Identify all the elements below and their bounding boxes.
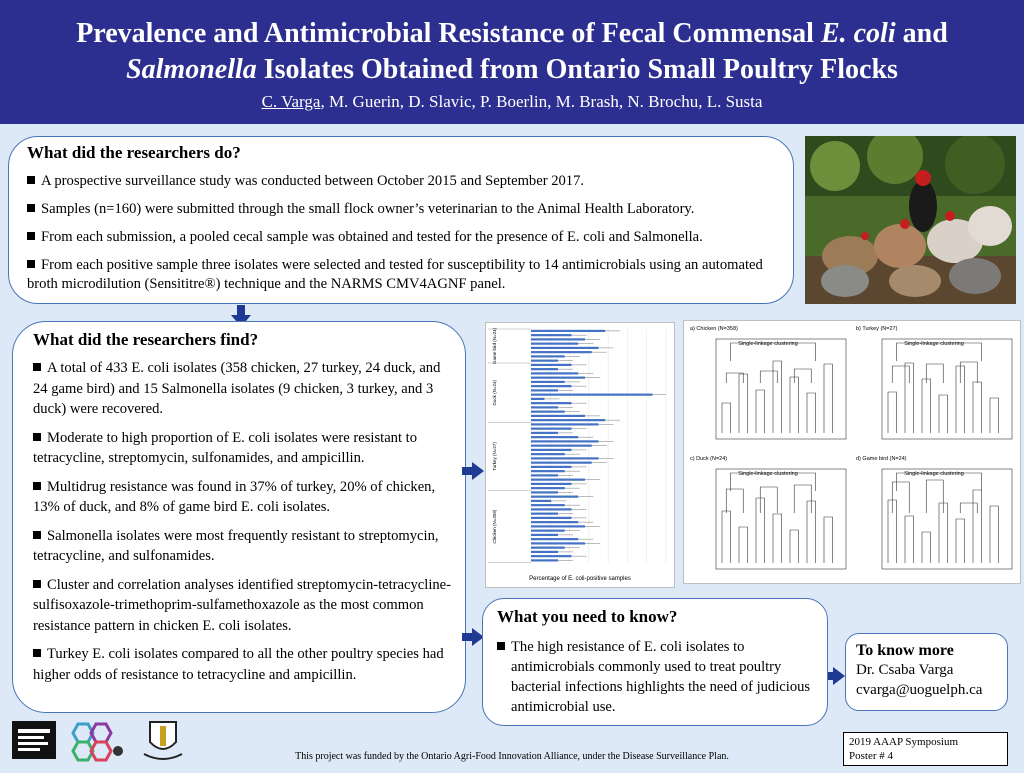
bar <box>531 394 653 396</box>
find-item-text: Moderate to high proportion of E. coli isolates were resistant to tetracycline, streptomycin, sulfonamides, and ampicillin. <box>33 429 418 466</box>
bar <box>531 491 558 493</box>
find-item <box>33 358 455 420</box>
dendrogram-tree <box>722 473 833 563</box>
bar <box>531 334 572 336</box>
find-item <box>33 644 455 685</box>
bar <box>531 415 585 417</box>
do-heading: What did the researchers do? <box>27 143 241 162</box>
need-item-text: The high resistance of E. coli isolates to antimicrobials commonly used to treat poultry bacterial infections highlights the need of judicious antimicrobial use. <box>511 639 811 715</box>
bar <box>531 521 578 523</box>
bullet-icon <box>33 433 41 441</box>
bullet-icon <box>497 642 505 650</box>
find-heading: What did the researchers find? <box>33 330 259 349</box>
dendrogram-panel-label: d) Game bird (N=24) <box>856 456 907 462</box>
bullet-icon <box>33 482 41 490</box>
more-heading: To know more <box>856 642 954 659</box>
bar <box>531 530 565 532</box>
funding-note: This project was funded by the Ontario Agri-Food Innovation Alliance, under the Disease Surveillance Plan. <box>295 751 729 762</box>
resistance-bar-chart <box>485 322 675 588</box>
need-item <box>497 637 815 717</box>
bar <box>531 547 565 549</box>
dendrogram-panel-label: b) Turkey (N=27) <box>856 326 898 332</box>
dendrogram-title: Single-linkage clustering <box>738 341 798 347</box>
bar <box>531 559 558 561</box>
bar <box>531 449 572 451</box>
need-heading: What you need to know? <box>497 607 678 626</box>
do-item <box>27 228 779 247</box>
bullet-icon <box>33 363 41 371</box>
bullet-icon <box>27 260 35 268</box>
bar <box>531 389 558 391</box>
bullet-icon <box>27 232 35 240</box>
bar <box>531 411 565 413</box>
bar <box>531 432 558 434</box>
bar <box>531 440 599 442</box>
dendrogram-frame <box>882 339 1012 439</box>
bar <box>531 479 585 481</box>
bar <box>531 381 565 383</box>
dendrogram-figure <box>683 320 1021 584</box>
bar <box>531 551 558 553</box>
bar <box>531 525 585 527</box>
bar <box>531 406 558 408</box>
bar <box>531 496 578 498</box>
find-item <box>33 526 455 567</box>
title-ecoli: E. coli <box>820 18 896 49</box>
bullet-icon <box>27 204 35 212</box>
bar <box>531 542 585 544</box>
right-arrow-icon <box>462 462 484 480</box>
title-text-2: and <box>895 18 948 49</box>
do-item-text: A prospective surveillance study was conducted between October 2015 and September 2017. <box>41 173 585 189</box>
bar <box>531 474 558 476</box>
find-item-text: A total of 433 E. coli isolates (358 chicken, 27 turkey, 24 duck, and 24 game bird) and 15 Salmonella isolates (9 chicken, 3 turkey, and 3 duck) were recovered. <box>33 360 441 417</box>
dendrogram-frame <box>716 339 846 439</box>
bar <box>531 343 578 345</box>
bar-group-label: Turkey (N=27) <box>492 442 497 471</box>
first-author: C. Varga <box>261 92 321 111</box>
contact-name: Dr. Csaba Varga <box>856 662 954 678</box>
dendrogram-tree <box>888 343 999 433</box>
dendrogram-frame <box>882 469 1012 569</box>
do-item <box>27 256 779 294</box>
title-text: Prevalence and Antimicrobial Resistance of Fecal Commensal <box>76 18 821 49</box>
find-item <box>33 428 455 469</box>
dendrogram-title: Single-linkage clustering <box>738 471 798 477</box>
bar <box>531 508 572 510</box>
to-know-more-box <box>845 633 1008 711</box>
bar <box>531 504 565 506</box>
dendrogram-title: Single-linkage clustering <box>904 341 964 347</box>
bar <box>531 364 572 366</box>
bar <box>531 428 572 430</box>
right-arrow-icon <box>462 628 484 646</box>
bar <box>531 457 599 459</box>
dendrogram-panel-label: a) Chicken (N=358) <box>690 326 738 332</box>
bar <box>531 483 572 485</box>
bar <box>531 402 572 404</box>
do-item <box>27 172 779 191</box>
bar <box>531 338 585 340</box>
what-did-researchers-find-box <box>12 321 466 713</box>
bar <box>531 398 545 400</box>
bar <box>531 538 578 540</box>
find-item-text: Multidrug resistance was found in 37% of turkey, 20% of chicken, 13% of duck, and 8% of game bird E. coli isolates. <box>33 478 436 515</box>
bullet-icon <box>33 649 41 657</box>
bar-chart-xlabel: Percentage of E. coli-positive samples <box>529 576 631 582</box>
bar <box>531 517 572 519</box>
do-item-text: From each submission, a pooled cecal sample was obtained and tested for the presence of E. coli and Salmonella. <box>41 229 703 245</box>
bullet-icon <box>33 580 41 588</box>
dendrogram-tree <box>888 473 999 563</box>
bar <box>531 500 551 502</box>
find-item-text: Cluster and correlation analyses identified streptomycin-tetracycline-sulfisoxazole-trimethoprim-sulfamethoxazole as the most common resistance pattern in chicken E. coli isolates. <box>33 576 452 634</box>
do-item-text: From each positive sample three isolates were selected and tested for susceptibility to 14 antimicrobials using an automated broth microdilution (Sensititre®) technique and the NARMS CMV4AGNF panel. <box>27 257 763 292</box>
symposium-name: 2019 AAAP Symposium <box>849 736 959 748</box>
bar <box>531 372 578 374</box>
bar <box>531 355 565 357</box>
title-text-3: Isolates Obtained from Ontario Small Poultry Flocks <box>256 54 898 85</box>
bar <box>531 360 558 362</box>
co-authors: , M. Guerin, D. Slavic, P. Boerlin, M. Brash, N. Brochu, L. Susta <box>320 92 763 111</box>
bar-group-label: Game bird (N=24) <box>492 327 497 365</box>
bar <box>531 351 592 353</box>
bar <box>531 534 558 536</box>
dendrogram-panel-label: c) Duck (N=24) <box>690 456 728 462</box>
find-item <box>33 477 455 518</box>
bar-group-label: Chicken (N=358) <box>492 509 497 544</box>
bar <box>531 377 585 379</box>
bar <box>531 487 565 489</box>
chickens-photo <box>805 136 1016 304</box>
find-item <box>33 575 455 637</box>
bar <box>531 470 565 472</box>
contact-email[interactable]: cvarga@uoguelph.ca <box>856 682 983 698</box>
bar <box>531 462 592 464</box>
bar <box>531 555 572 557</box>
bar <box>531 423 599 425</box>
dendrogram-title: Single-linkage clustering <box>904 471 964 477</box>
title-salmonella: Salmonella <box>126 54 257 85</box>
bullet-icon <box>33 531 41 539</box>
author-list <box>0 92 1024 112</box>
header-banner <box>0 0 1024 124</box>
do-item-text: Samples (n=160) were submitted through the small flock owner’s veterinarian to the Animal Health Laboratory. <box>41 201 695 217</box>
bar <box>531 330 605 332</box>
bar <box>531 445 592 447</box>
poster-number: Poster # 4 <box>849 750 893 762</box>
bar <box>531 419 605 421</box>
dendrogram-tree <box>722 343 833 433</box>
bar <box>531 513 558 515</box>
bar <box>531 453 565 455</box>
bar <box>531 385 572 387</box>
bar <box>531 368 558 370</box>
symposium-label <box>843 732 1008 766</box>
bar-group-label: Duck (N=24) <box>492 380 497 406</box>
find-item-text: Salmonella isolates were most frequently resistant to streptomycin, tetracycline, and sulfonamides. <box>33 527 439 564</box>
bar <box>531 436 578 438</box>
bar <box>531 347 599 349</box>
do-item <box>27 200 779 219</box>
bar <box>531 466 572 468</box>
what-did-researchers-do-box <box>8 136 794 304</box>
find-item-text: Turkey E. coli isolates compared to all the other poultry species had higher odds of resistance to tetracycline and ampicillin. <box>33 646 444 683</box>
dendrogram-frame <box>716 469 846 569</box>
bullet-icon <box>27 176 35 184</box>
what-you-need-to-know-box <box>482 598 828 726</box>
poster-title <box>0 16 1024 88</box>
